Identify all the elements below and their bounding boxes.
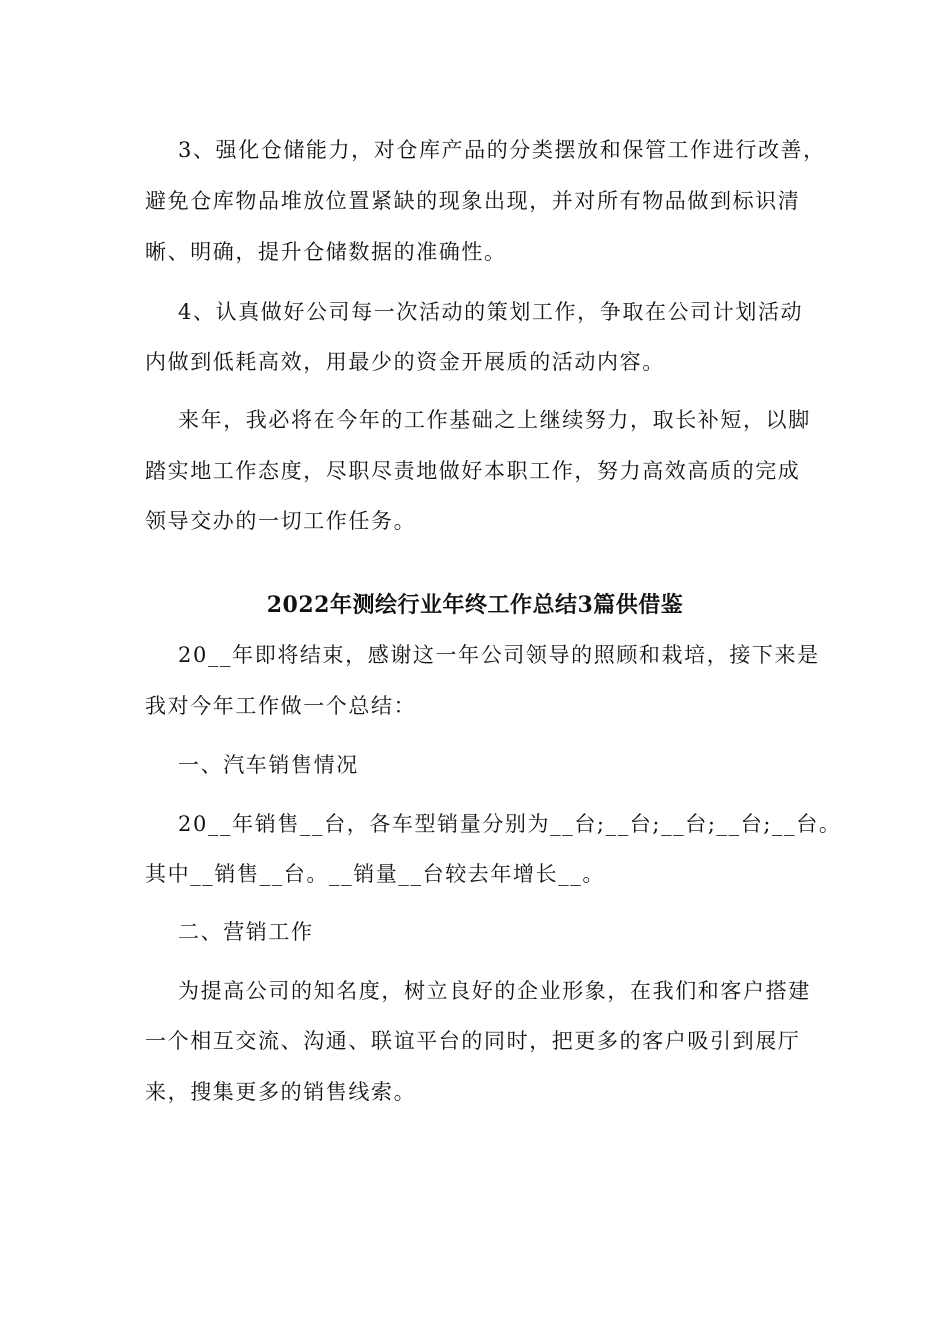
paragraph-line: 来，搜集更多的销售线索。 — [145, 1080, 417, 1104]
paragraph-line: 3、强化仓储能力，对仓库产品的分类摆放和保管工作进行改善， — [178, 138, 826, 162]
paragraph-line: 20__年即将结束，感谢这一年公司领导的照顾和栽培，接下来是 — [178, 643, 820, 667]
subheading: 二、营销工作 — [178, 920, 314, 944]
paragraph-line: 领导交办的一切工作任务。 — [145, 509, 417, 533]
paragraph-line: 4、认真做好公司每一次活动的策划工作，争取在公司计划活动 — [178, 300, 804, 324]
paragraph-line: 晰、明确，提升仓储数据的准确性。 — [145, 240, 507, 264]
paragraph-line: 来年，我必将在今年的工作基础之上继续努力，取长补短，以脚 — [178, 408, 811, 432]
subheading: 一、汽车销售情况 — [178, 753, 359, 777]
paragraph-line: 一个相互交流、沟通、联谊平台的同时，把更多的客户吸引到展厅 — [145, 1029, 801, 1053]
paragraph-line: 为提高公司的知名度，树立良好的企业形象，在我们和客户搭建 — [178, 979, 811, 1003]
paragraph-line: 其中__销售__台。__销量__台较去年增长__。 — [145, 862, 605, 886]
paragraph-line: 踏实地工作态度，尽职尽责地做好本职工作，努力高效高质的完成 — [145, 459, 801, 483]
section-title: 2022年测绘行业年终工作总结3篇供借鉴 — [266, 592, 684, 618]
paragraph-line: 内做到低耗高效，用最少的资金开展质的活动内容。 — [145, 350, 665, 374]
paragraph-line: 避免仓库物品堆放位置紧缺的现象出现，并对所有物品做到标识清 — [145, 189, 801, 213]
paragraph-line: 20__年销售__台，各车型销量分别为__台;__台;__台;__台;__台。 — [178, 812, 842, 836]
paragraph-line: 我对今年工作做一个总结： — [145, 694, 417, 718]
